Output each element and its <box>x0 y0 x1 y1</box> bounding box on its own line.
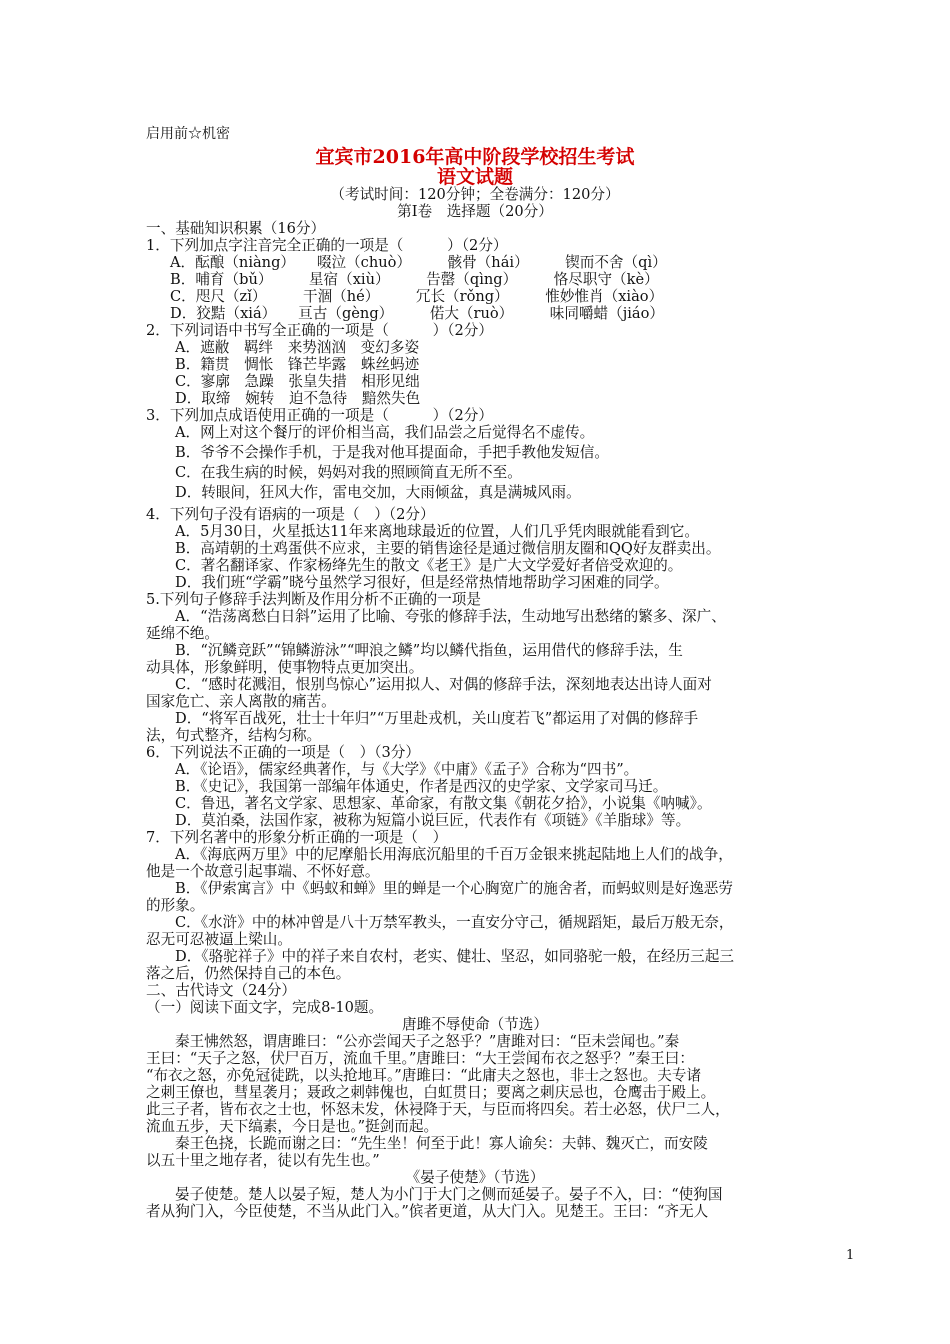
exam-subtitle: 语文试题 <box>436 166 513 188</box>
text-line: D．转眼间，狂风大作，雷电交加，大雨倾盆，真是满城风雨。 <box>175 484 581 501</box>
text-line: D．莫泊桑，法国作家，被称为短篇小说巨匠，代表作有《项链》《羊脂球》等。 <box>175 812 691 829</box>
text-line: A．酝酿（niàng） 啜泣（chuò） 骸骨（hái） 锲而不舍（qì） <box>170 254 667 271</box>
text-line: 3．下列加点成语使用正确的一项是（ ）（2分） <box>146 407 493 424</box>
text-line: C．《水浒》中的林冲曾是八十万禁军教头，一直安分守己，循规蹈矩，最后万般无奈， <box>175 914 734 931</box>
text-line: A．网上对这个餐厅的评价相当高，我们品尝之后觉得名不虚传。 <box>175 424 595 441</box>
text-line: B．“沉鳞竞跃”“锦鳞游泳”“呷浪之鳞”均以鳞代指鱼，运用借代的修辞手法，生 <box>175 642 683 659</box>
text-line: “布衣之怒，亦免冠徒跣，以头抢地耳。”唐雎曰：“此庸夫之怒也，非士之怒也。夫专诸 <box>146 1067 702 1084</box>
text-line: C．寥廓 急躁 张皇失措 相形见绌 <box>175 373 420 390</box>
text-line: D．“将军百战死，壮士十年归”“万里赴戎机，关山度若飞”都运用了对偶的修辞手 <box>175 710 699 727</box>
text-line: B．《伊索寓言》中《蚂蚁和蝉》里的蝉是一个心胸宽广的施舍者，而蚂蚁则是好逸恶劳 <box>175 880 733 897</box>
text-line: 二、古代诗文（24分） <box>146 982 296 999</box>
text-line: C．鲁迅，著名文学家、思想家、革命家，有散文集《朝花夕拾》，小说集《呐喊》。 <box>175 795 712 812</box>
text-line: D．取缔 婉转 迫不急待 黯然失色 <box>175 390 421 407</box>
text-line: D．狡黠（xiá） 亘古（gèng） 偌大（ruò） 味同嚼蜡（jiáo） <box>170 305 664 322</box>
text-line: 2．下列词语中书写全正确的一项是（ ）（2分） <box>146 322 493 339</box>
text-line: A．《海底两万里》中的尼摩船长用海底沉船里的千百万金银来挑起陆地上人们的战争， <box>175 846 733 863</box>
text-line: 5.下列句子修辞手法判断及作用分析不正确的一项是 <box>146 591 481 608</box>
text-line: 7．下列名著中的形象分析正确的一项是（ ） <box>146 829 448 846</box>
text-line: 法，句式整齐，结构匀称。 <box>146 727 322 744</box>
text-line: 忍无可忍被逼上梁山。 <box>146 931 292 948</box>
text-line: B．高靖朝的土鸡蛋供不应求，主要的销售途径是通过微信朋友圈和QQ好友群卖出。 <box>175 540 721 557</box>
text-line: B．《史记》，我国第一部编年体通史，作者是西汉的史学家、文学家司马迁。 <box>175 778 668 795</box>
text-line: D．我们班“学霸”晓兮虽然学习很好，但是经常热情地帮助学习困难的同学。 <box>175 574 669 591</box>
text-line: A．“浩荡离愁白日斜”运用了比喻、夸张的修辞手法，生动地写出愁绪的繁多、深广、 <box>175 608 726 625</box>
text-line: B．籍贯 惆怅 锋芒毕露 蛛丝蚂迹 <box>175 356 420 373</box>
text-line: B．哺育（bǔ） 星宿（xiù） 告罄（qìng） 恪尽职守（kè） <box>170 271 659 288</box>
text-line: 落之后，仍然保持自己的本色。 <box>146 965 351 982</box>
exam-title: 宜宾市2016年高中阶段学校招生考试 <box>315 146 635 168</box>
text-line: 者从狗门入，今臣使楚，不当从此门入。”傧者更道，从大门入。见楚王。王曰：“齐无人 <box>146 1203 709 1220</box>
text-line: 6．下列说法不正确的一项是（ ）（3分） <box>146 744 420 761</box>
page-number: 1 <box>846 1248 855 1263</box>
text-line: 国家危亡、亲人离散的痛苦。 <box>146 693 336 710</box>
text-line: 晏子使楚。楚人以晏子短，楚人为小门于大门之侧而延晏子。晏子不入，曰：“使狗国 <box>175 1186 723 1203</box>
text-line: 流血五步，天下缟素，今日是也。”挺剑而起。 <box>146 1118 439 1135</box>
text-line: 4．下列句子没有语病的一项是（ ）（2分） <box>146 506 435 523</box>
text-line: 他是一个故意引起事端、不怀好意。 <box>146 863 380 880</box>
text-line: （一）阅读下面文字，完成8-10题。 <box>146 999 384 1016</box>
text-line: B．爷爷不会操作手机，于是我对他耳提面命，手把手教他发短信。 <box>175 444 609 461</box>
confidential-label: 启用前☆机密 <box>146 126 230 142</box>
text-line: C．“感时花溅泪，恨别鸟惊心”运用拟人、对偶的修辞手法，深刻地表达出诗人面对 <box>175 676 712 693</box>
text-line: D．《骆驼祥子》中的祥子来自农村，老实、健壮、坚忍，如同骆驼一般，在经历三起三 <box>175 948 734 965</box>
text-line: 秦王色挠，长跪而谢之曰：“先生坐！何至于此！寡人谕矣：夫韩、魏灭亡，而安陵 <box>175 1135 708 1152</box>
text-line: 唐雎不辱使命（节选） <box>402 1016 548 1033</box>
volume-heading: 第Ⅰ卷 选择题（20分） <box>397 203 553 220</box>
text-line: 秦王怫然怒，谓唐雎曰：“公亦尝闻天子之怒乎？”唐雎对曰：“臣未尝闻也。”秦 <box>175 1033 680 1050</box>
text-line: 1．下列加点字注音完全正确的一项是（ ）（2分） <box>146 237 508 254</box>
text-line: 之刺王僚也，彗星袭月；聂政之刺韩傀也，白虹贯日；要离之刺庆忌也，仓鹰击于殿上。 <box>146 1084 716 1101</box>
text-line: 的形象。 <box>146 897 205 914</box>
text-line: 以五十里之地存者，徒以有先生也。” <box>146 1152 380 1169</box>
text-line: A．《论语》，儒家经典著作，与《大学》《中庸》《孟子》合称为“四书”。 <box>175 761 639 778</box>
text-line: 动具体，形象鲜明，使事物特点更加突出。 <box>146 659 424 676</box>
text-line: C．在我生病的时候，妈妈对我的照顾简直无所不至。 <box>175 464 522 481</box>
text-line: C．著名翻译家、作家杨绛先生的散文《老王》是广大文学爱好者倍受欢迎的。 <box>175 557 683 574</box>
text-line: A．遮敝 羁绊 来势汹汹 变幻多姿 <box>175 339 420 356</box>
text-line: 《晏子使楚》（节选） <box>405 1169 545 1186</box>
text-line: 一、基础知识积累（16分） <box>146 220 326 237</box>
text-line: 王曰：“天子之怒，伏尸百万，流血千里。”唐雎曰：“大王尝闻布衣之怒乎？”秦王曰： <box>146 1050 694 1067</box>
exam-info: （考试时间：120分钟；全卷满分：120分） <box>330 186 620 203</box>
text-line: 此三子者，皆布衣之士也，怀怒未发，休祲降于天，与臣而将四矣。若士必怒，伏尸二人， <box>146 1101 730 1118</box>
text-line: A．5月30日，火星抵达11年来离地球最近的位置，人们几乎凭肉眼就能看到它。 <box>175 523 699 540</box>
text-line: 延绵不绝。 <box>146 625 219 642</box>
text-line: C．咫尺（zǐ） 干涸（hé） 冗长（rǒng） 惟妙惟肖（xiào） <box>170 288 664 305</box>
